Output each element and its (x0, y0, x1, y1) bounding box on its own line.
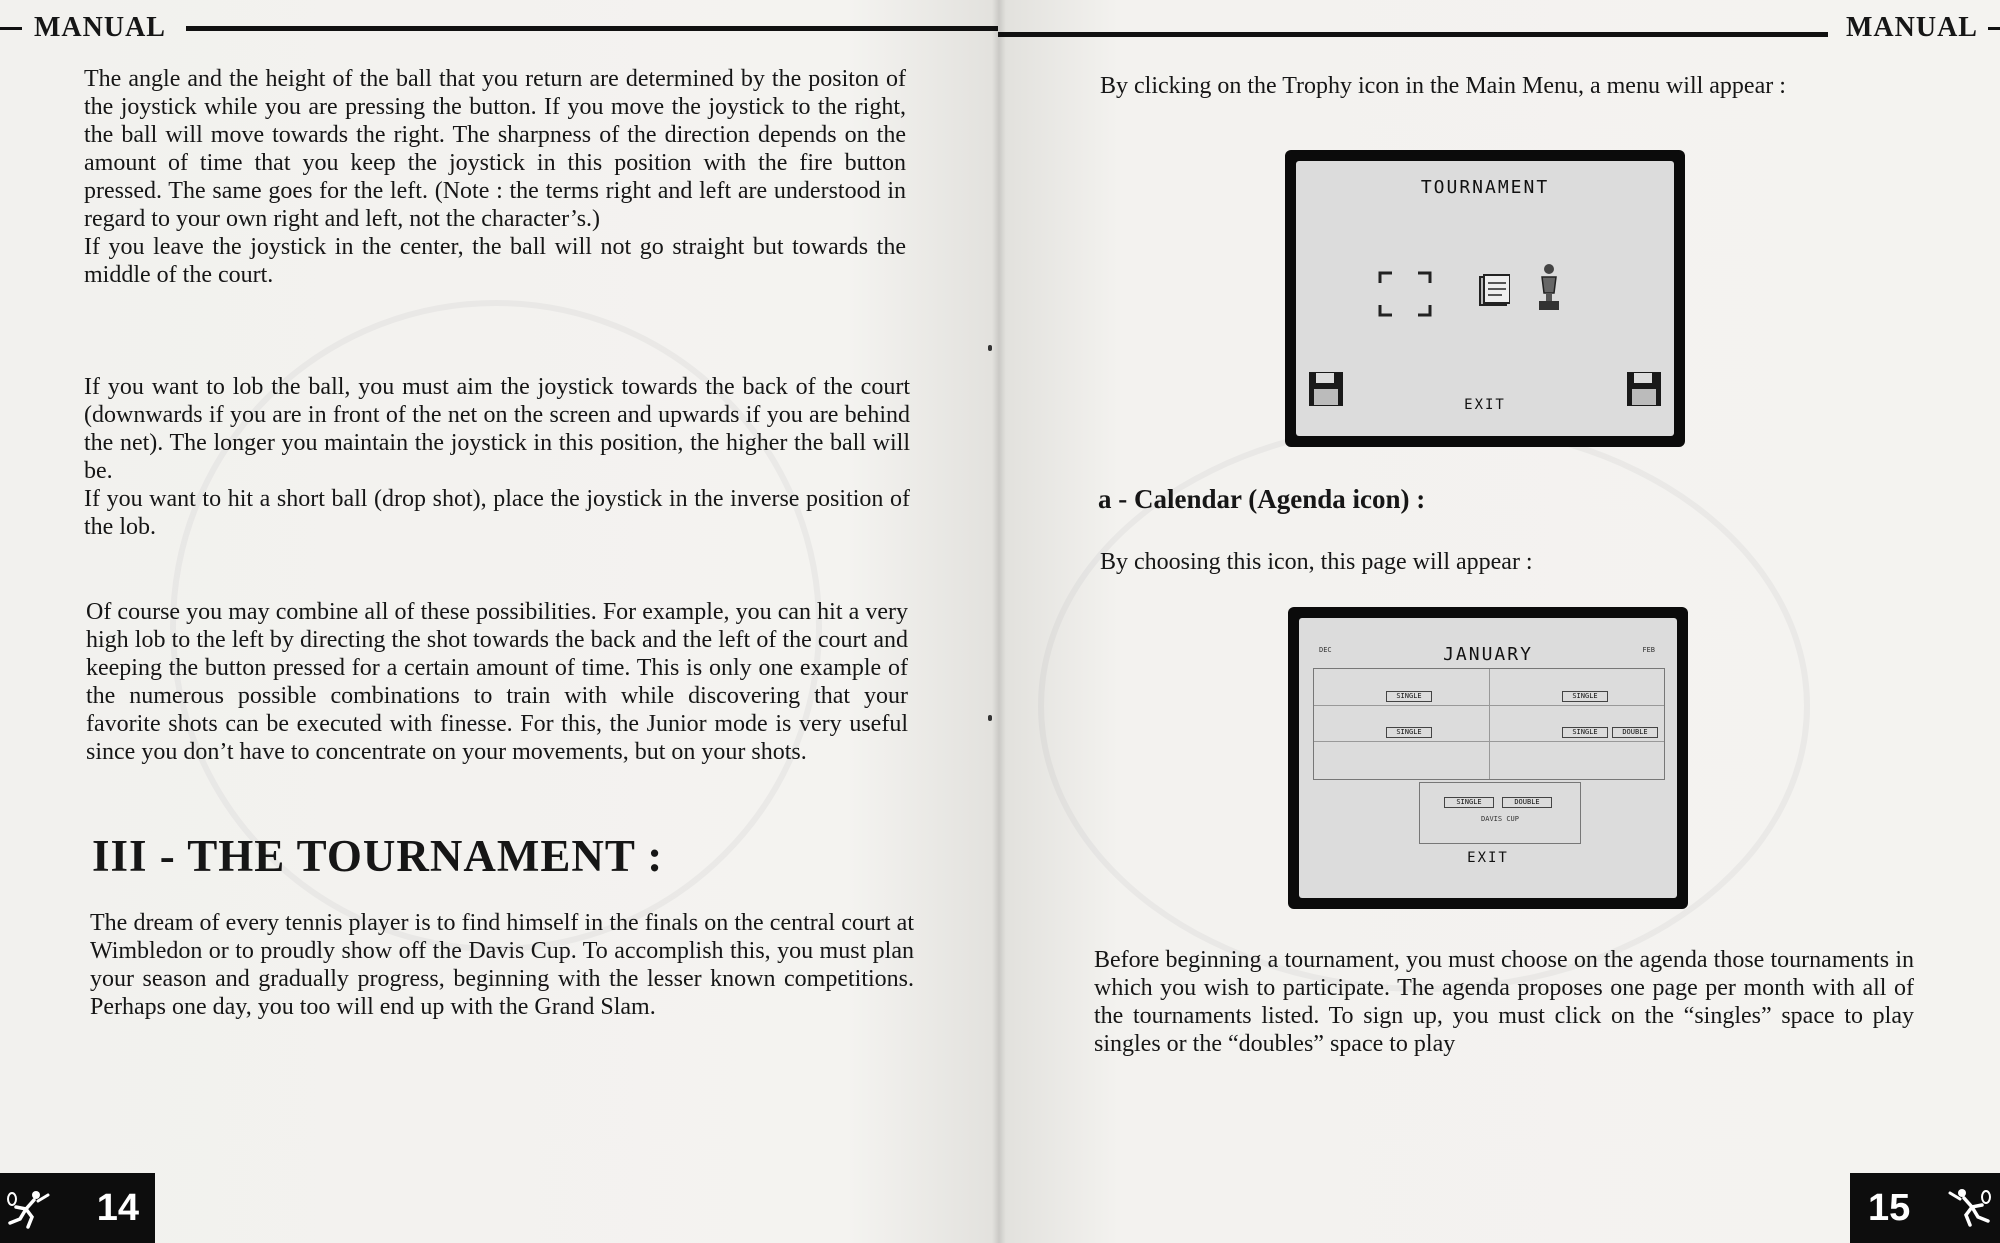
paragraph: By clicking on the Trophy icon in the Main Menu, a menu will appear : (1100, 73, 1786, 99)
choose-text (1100, 548, 1920, 576)
page-header (998, 8, 2000, 48)
calendar-tournament-grid (1313, 668, 1665, 780)
header-rule (186, 26, 998, 31)
calendar-screenshot (1288, 607, 1688, 909)
header-dash (0, 27, 22, 30)
paragraph: By choosing this icon, this page will appear : (1100, 549, 1533, 575)
tournament-screen-title: TOURNAMENT (1420, 177, 1550, 198)
paragraph: If you want to hit a short ball (drop shot), place the joystick in the inverse position of the lob. (84, 486, 910, 540)
header-dash (1988, 27, 2000, 30)
page-left (0, 0, 998, 1243)
next-month-label: FEB (1642, 646, 1655, 654)
davis-cup-label: DAVIS CUP (1481, 815, 1519, 823)
book-gutter (992, 0, 1006, 1243)
doubles-button[interactable]: DOUBLE (1612, 727, 1658, 738)
tennis-player-icon (1946, 1187, 1992, 1237)
davis-cup-box (1419, 782, 1581, 844)
prev-month-label: DEC (1319, 646, 1332, 654)
tournament-menu-screenshot (1285, 150, 1685, 447)
header-label: MANUAL (1846, 12, 1978, 43)
page-number-tab (0, 1173, 155, 1243)
body-text-block-3 (86, 598, 908, 766)
singles-button[interactable]: SINGLE (1386, 691, 1432, 702)
calendar-exit-button[interactable]: EXIT (1467, 850, 1509, 866)
paragraph: If you leave the joystick in the center, the ball will not go straight but towards the middle of the court. (84, 234, 906, 288)
paragraph: Of course you may combine all of these possibilities. For example, you can hit a very high lob to the left by directing the shot towards the back and the left of the court and keeping the button pressed for a certain amount of time. This is only one example of the numerous possible combinations to train with while discovering that your favorite shots can be executed with finesse. For this, the Junior mode is very useful since you don’t have to concentrate on your movements, but on your shots. (86, 599, 908, 765)
paragraph: The dream of every tennis player is to find himself in the finals on the central court at Wimbledon or to proudly show off the Davis Cup. To accomplish this, you must plan your season and gradually progress, beginning with the lesser known competitions. Perhaps one day, you too will end up with the Grand Slam. (90, 910, 914, 1020)
singles-button[interactable]: SINGLE (1562, 727, 1608, 738)
body-text-block-1 (84, 65, 906, 289)
singles-button[interactable]: SINGLE (1444, 797, 1494, 808)
paragraph: Before beginning a tournament, you must choose on the agenda those tournaments in which you wish to participate. The agenda proposes one page per month with all of the tournaments listed. To sign up, you must click on the “singles” space to play singles or the “doubles” space to play (1094, 947, 1914, 1057)
tournament-exit-label: EXIT (1464, 397, 1506, 413)
intro-text (1100, 72, 1920, 100)
section-text (90, 909, 914, 1021)
paragraph: The angle and the height of the ball that you return are determined by the positon of the joystick while you are pressing the button. If you move the joystick to the right, the ball will move towards the right. The sharpness of the direction depends on the amount of time that you keep the joystick in this position with the fire button pressed. The same goes for the left. (Note : the terms right and left are understood in regard to your own right and left, not the character’s.) (84, 66, 906, 232)
page-number: 15 (1868, 1186, 1911, 1229)
tennis-player-icon (6, 1189, 52, 1239)
calendar-subheading: a - Calendar (Agenda icon) : (1098, 484, 1426, 514)
menu-frame-icon (1378, 271, 1432, 321)
page-right (998, 0, 2000, 1243)
agenda-icon (1478, 273, 1510, 311)
trophy-icon (1534, 263, 1564, 317)
bottom-text (1094, 946, 1914, 1058)
calendar-month-title: JANUARY (1443, 644, 1533, 665)
section-title: III - THE TOURNAMENT : (92, 831, 664, 881)
paragraph: If you want to lob the ball, you must aim the joystick towards the back of the court (downwards if you are in front of the net on the screen and upwards if you are behind the net). The longer you maintain the joystick in this position, the higher the ball will be. (84, 374, 910, 484)
singles-button[interactable]: SINGLE (1562, 691, 1608, 702)
page-number: 14 (96, 1186, 139, 1229)
singles-button[interactable]: SINGLE (1386, 727, 1432, 738)
doubles-button[interactable]: DOUBLE (1502, 797, 1552, 808)
header-rule (998, 32, 1828, 37)
body-text-block-2 (84, 373, 910, 541)
page-number-tab (1850, 1173, 2000, 1243)
header-label: MANUAL (34, 12, 166, 43)
page-header (0, 8, 998, 48)
